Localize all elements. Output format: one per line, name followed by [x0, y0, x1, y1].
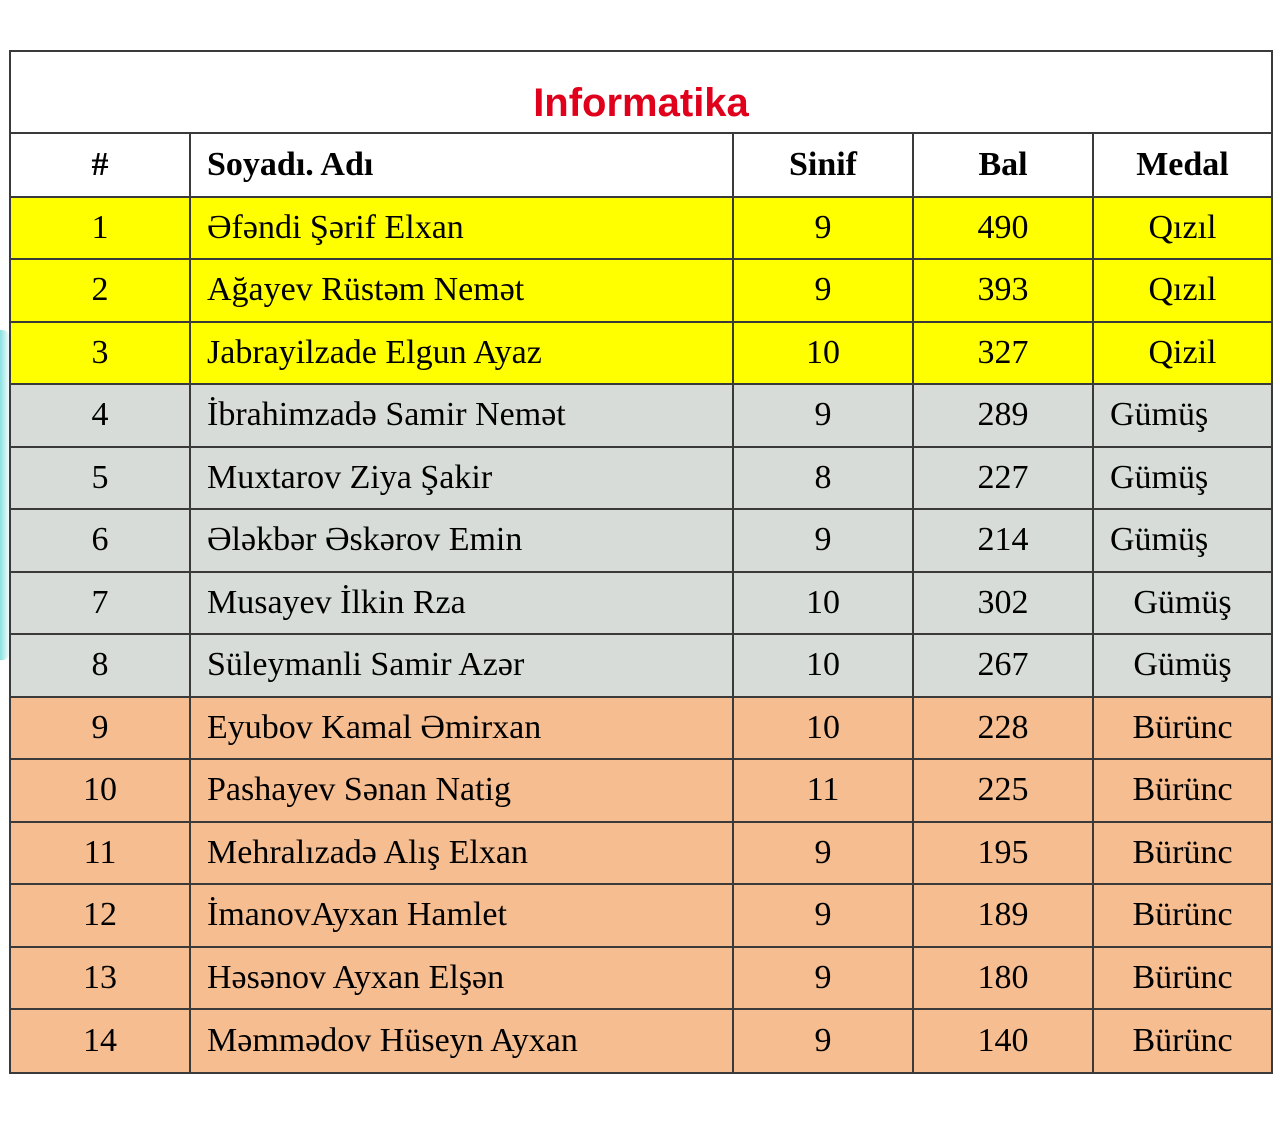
header-medal: Medal: [1093, 134, 1271, 197]
header-class: Sinif: [733, 134, 913, 197]
cell-medal: Bürünc: [1093, 947, 1271, 1010]
cell-score: 302: [913, 572, 1093, 635]
cell-medal: Gümüş: [1093, 447, 1271, 510]
cell-class: 9: [733, 384, 913, 447]
cell-name: Məmmədov Hüseyn Ayxan: [190, 1009, 733, 1072]
cell-medal: Bürünc: [1093, 822, 1271, 885]
table-row: [11, 884, 1271, 947]
cell-class: 10: [733, 572, 913, 635]
cell-num: 8: [11, 634, 190, 697]
table-row: [11, 634, 1271, 697]
cell-score: 180: [913, 947, 1093, 1010]
cell-num: 10: [11, 759, 190, 822]
cell-name: Həsənov Ayxan Elşən: [190, 947, 733, 1010]
cell-score: 227: [913, 447, 1093, 510]
table-row: [11, 822, 1271, 885]
cell-num: 7: [11, 572, 190, 635]
table-row: [11, 1009, 1271, 1072]
header-score: Bal: [913, 134, 1093, 197]
cell-num: 9: [11, 697, 190, 760]
cell-class: 8: [733, 447, 913, 510]
cell-class: 9: [733, 197, 913, 260]
cell-class: 9: [733, 509, 913, 572]
cell-medal: Gümüş: [1093, 634, 1271, 697]
cell-score: 228: [913, 697, 1093, 760]
cell-medal: Bürünc: [1093, 884, 1271, 947]
table-row: [11, 697, 1271, 760]
results-sheet: [9, 50, 1273, 1074]
cell-name: Ələkbər Əskərov Emin: [190, 509, 733, 572]
cell-score: 195: [913, 822, 1093, 885]
cell-name: İbrahimzadə Samir Nemət: [190, 384, 733, 447]
cell-name: Ağayev Rüstəm Nemət: [190, 259, 733, 322]
cell-name: Mehralızadə Alış Elxan: [190, 822, 733, 885]
table-row: [11, 322, 1271, 385]
cell-num: 12: [11, 884, 190, 947]
table-row: [11, 572, 1271, 635]
cell-medal: Gümüş: [1093, 384, 1271, 447]
cell-score: 189: [913, 884, 1093, 947]
cell-class: 9: [733, 1009, 913, 1072]
cell-num: 3: [11, 322, 190, 385]
cell-name: Pashayev Sənan Natig: [190, 759, 733, 822]
cell-name: Musayev İlkin Rza: [190, 572, 733, 635]
cell-name: Jabrayilzade Elgun Ayaz: [190, 322, 733, 385]
cell-class: 10: [733, 634, 913, 697]
table-row: [11, 197, 1271, 260]
cell-num: 2: [11, 259, 190, 322]
cell-score: 214: [913, 509, 1093, 572]
cell-num: 1: [11, 197, 190, 260]
cell-class: 10: [733, 322, 913, 385]
cell-medal: Gümüş: [1093, 572, 1271, 635]
cell-score: 289: [913, 384, 1093, 447]
cell-score: 393: [913, 259, 1093, 322]
cell-medal: Qızıl: [1093, 259, 1271, 322]
cell-class: 9: [733, 884, 913, 947]
cell-class: 9: [733, 947, 913, 1010]
title-row: [11, 52, 1271, 134]
cell-score: 267: [913, 634, 1093, 697]
header-num: #: [11, 134, 190, 197]
cell-medal: Gümüş: [1093, 509, 1271, 572]
cell-num: 11: [11, 822, 190, 885]
cell-name: Muxtarov Ziya Şakir: [190, 447, 733, 510]
table-row: [11, 759, 1271, 822]
cell-score: 140: [913, 1009, 1093, 1072]
header-row: [11, 134, 1271, 197]
cell-score: 327: [913, 322, 1093, 385]
cell-medal: Bürünc: [1093, 759, 1271, 822]
page-title: Informatika: [533, 81, 749, 125]
cell-medal: Bürünc: [1093, 1009, 1271, 1072]
cell-num: 6: [11, 509, 190, 572]
cell-num: 13: [11, 947, 190, 1010]
cell-name: Əfəndi Şərif Elxan: [190, 197, 733, 260]
cell-name: Süleymanli Samir Azər: [190, 634, 733, 697]
cell-num: 4: [11, 384, 190, 447]
cell-class: 9: [733, 259, 913, 322]
table-row: [11, 259, 1271, 322]
cell-class: 11: [733, 759, 913, 822]
cell-class: 10: [733, 697, 913, 760]
cell-medal: Qızıl: [1093, 197, 1271, 260]
table-row: [11, 947, 1271, 1010]
table-row: [11, 447, 1271, 510]
cell-num: 14: [11, 1009, 190, 1072]
table-row: [11, 509, 1271, 572]
table-row: [11, 384, 1271, 447]
header-name: Soyadı. Adı: [190, 134, 733, 197]
cell-num: 5: [11, 447, 190, 510]
cell-class: 9: [733, 822, 913, 885]
cell-score: 490: [913, 197, 1093, 260]
results-table: [11, 134, 1271, 1072]
cell-name: Eyubov Kamal Əmirxan: [190, 697, 733, 760]
cell-medal: Bürünc: [1093, 697, 1271, 760]
cell-score: 225: [913, 759, 1093, 822]
cell-medal: Qizil: [1093, 322, 1271, 385]
cell-name: İmanovAyxan Hamlet: [190, 884, 733, 947]
